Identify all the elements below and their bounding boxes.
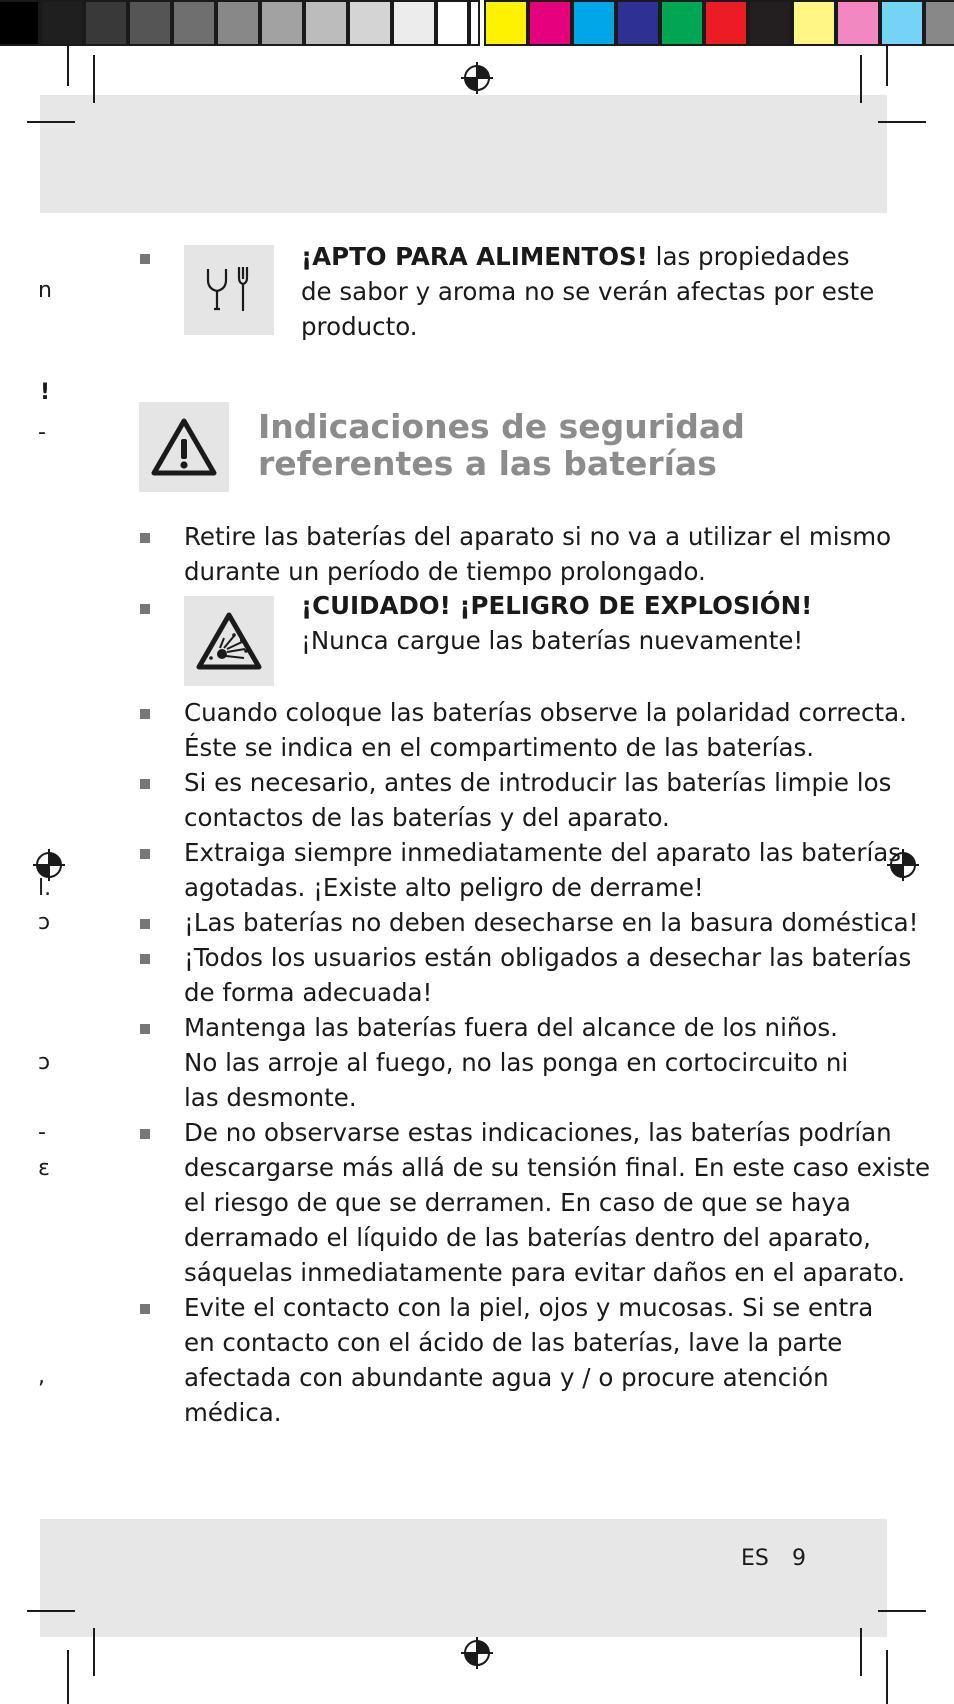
crop-mark	[878, 1610, 926, 1612]
explosion-icon	[184, 596, 274, 686]
footer-page-number: 9	[792, 1546, 806, 1571]
bullet	[140, 919, 150, 929]
color-swatch	[484, 0, 528, 46]
color-swatch	[40, 0, 84, 46]
top-band	[40, 95, 887, 213]
food-safe-line1	[301, 239, 849, 274]
item-dispose-line: de forma adecuada!	[184, 978, 433, 1007]
bottom-band	[40, 1519, 887, 1637]
item-discharge-line: el riesgo de que se derramen. En caso de que se haya	[184, 1188, 851, 1217]
margin-fragment: l.	[38, 876, 52, 901]
item-discharge-line: derramado el líquido de las baterías dentro del aparato,	[184, 1223, 871, 1252]
warning-triangle-icon	[139, 402, 229, 492]
item-discharge-line: descargarse más allá de su tensión final. En este caso existe	[184, 1153, 931, 1182]
item-children-line: No las arroje al fuego, no las ponga en cortocircuito ni	[184, 1048, 849, 1077]
explosion-text: ¡Nunca cargue las baterías nuevamente!	[301, 626, 804, 655]
color-swatch	[880, 0, 924, 46]
crop-mark	[860, 1628, 862, 1676]
item-household-line: ¡Las baterías no deben desecharse en la basura doméstica!	[184, 908, 919, 937]
color-strip	[484, 0, 954, 46]
color-swatch	[392, 0, 436, 46]
color-swatch	[924, 0, 954, 46]
margin-fragment: ɛ	[38, 1156, 50, 1181]
crop-mark	[93, 55, 95, 103]
item-clean-line: contactos de las baterías y del aparato.	[184, 803, 670, 832]
section-heading-line1: Indicaciones de seguridad	[258, 407, 745, 446]
margin-fragment: n	[38, 278, 52, 303]
color-swatch	[616, 0, 660, 46]
item-contact-line: en contacto con el ácido de las baterías, lave la parte	[184, 1328, 843, 1357]
bullet	[140, 954, 150, 964]
item-clean-line: Si es necesario, antes de introducir las baterías limpie los	[184, 768, 892, 797]
glass-fork-icon	[184, 245, 274, 335]
item-children-line: Mantenga las baterías fuera del alcance de los niños.	[184, 1013, 838, 1042]
food-safe-line3: producto.	[301, 312, 418, 341]
color-swatch	[704, 0, 748, 46]
color-swatch	[660, 0, 704, 46]
bullet	[140, 533, 150, 543]
color-swatch	[304, 0, 348, 46]
color-swatch	[84, 0, 128, 46]
bullet	[140, 254, 150, 264]
item-children-line: las desmonte.	[184, 1083, 357, 1112]
food-safe-icon-box	[184, 245, 274, 335]
color-swatch	[528, 0, 572, 46]
item-extract-line: Extraiga siempre inmediatamente del aparato las baterías	[184, 838, 902, 867]
item-discharge-line: sáquelas inmediatamente para evitar daños en el aparato.	[184, 1258, 906, 1287]
footer-language: ES	[741, 1546, 769, 1571]
margin-fragment: !	[40, 380, 51, 405]
item-remove-line: Retire las baterías del aparato si no va a utilizar el mismo	[184, 522, 892, 551]
item-contact-line: médica.	[184, 1398, 282, 1427]
food-safe-line2: de sabor y aroma no se verán afectas por este	[301, 277, 875, 306]
crop-mark	[27, 121, 75, 123]
color-swatch	[128, 0, 172, 46]
item-remove-line: durante un período de tiempo prolongado.	[184, 557, 706, 586]
crop-mark	[886, 46, 888, 86]
crop-mark	[27, 1610, 75, 1612]
margin-fragment: ɔ	[38, 1050, 51, 1075]
color-swatch	[836, 0, 880, 46]
bullet	[140, 779, 150, 789]
bullet	[140, 604, 150, 614]
item-discharge-line: De no observarse estas indicaciones, las baterías podrían	[184, 1118, 892, 1147]
bullet	[140, 1024, 150, 1034]
crop-mark	[878, 121, 926, 123]
item-polarity-line: Éste se indica en el compartimento de las baterías.	[184, 733, 815, 762]
explosion-title: ¡CUIDADO! ¡PELIGRO DE EXPLOSIÓN!	[301, 591, 813, 620]
color-swatch	[0, 0, 40, 46]
color-swatch	[172, 0, 216, 46]
margin-fragment: -	[38, 420, 46, 445]
bullet	[140, 709, 150, 719]
color-swatch	[436, 0, 480, 46]
explosion-icon-box	[184, 596, 274, 686]
item-dispose-line: ¡Todos los usuarios están obligados a desechar las baterías	[184, 943, 912, 972]
crop-mark	[93, 1628, 95, 1676]
bullet	[140, 849, 150, 859]
crop-mark	[886, 1650, 888, 1704]
food-safe-title: ¡APTO PARA ALIMENTOS!	[301, 242, 648, 271]
item-contact-line: Evite el contacto con la piel, ojos y mucosas. Si se entra	[184, 1293, 874, 1322]
color-swatch	[572, 0, 616, 46]
crop-mark	[860, 55, 862, 103]
item-polarity-line: Cuando coloque las baterías observe la polaridad correcta.	[184, 698, 907, 727]
registration-mark-icon	[461, 1637, 493, 1669]
grayscale-strip	[0, 0, 480, 46]
bullet	[140, 1129, 150, 1139]
margin-fragment: ,	[38, 1364, 45, 1389]
color-swatch	[216, 0, 260, 46]
color-swatch	[260, 0, 304, 46]
color-swatch	[792, 0, 836, 46]
item-extract-line: agotadas. ¡Existe alto peligro de derrame!	[184, 873, 704, 902]
margin-fragment: ɔ	[38, 910, 51, 935]
food-safe-text: las propiedades	[647, 242, 850, 271]
margin-fragment: -	[38, 1120, 46, 1145]
registration-mark-icon	[461, 62, 493, 94]
item-contact-line: afectada con abundante agua y / o procure atención	[184, 1363, 829, 1392]
warning-icon-box	[139, 402, 229, 492]
crop-mark	[67, 1650, 69, 1704]
strip-divider	[467, 0, 471, 46]
bullet	[140, 1304, 150, 1314]
section-heading-line2: referentes a las baterías	[258, 444, 717, 483]
color-swatch	[348, 0, 392, 46]
color-swatch	[748, 0, 792, 46]
crop-mark	[67, 46, 69, 86]
